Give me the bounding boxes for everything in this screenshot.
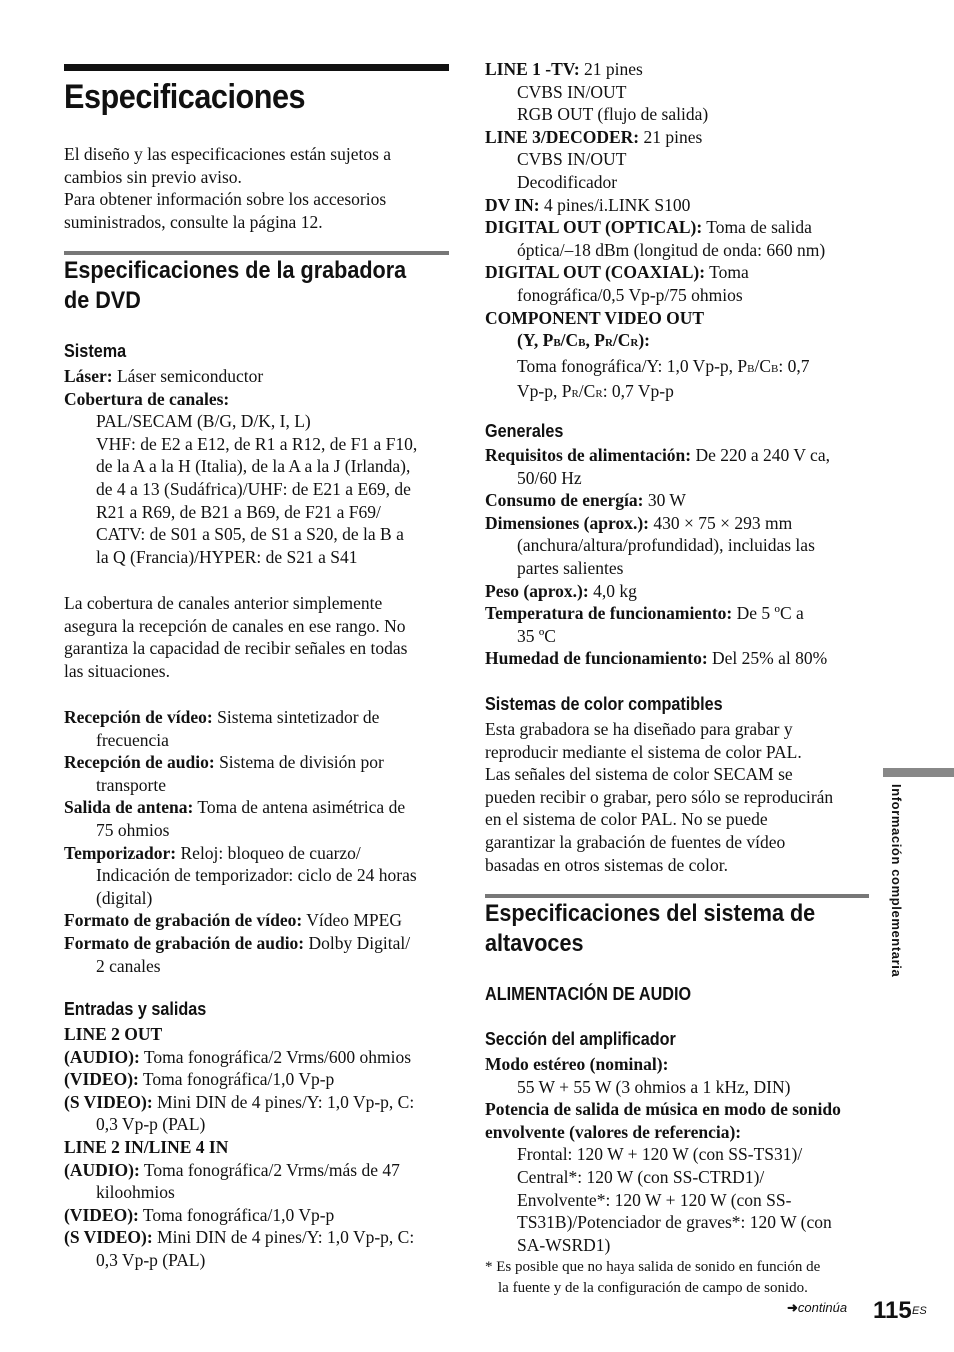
color-systems-text: Esta grabadora se ha diseñado para grabar y reproducir mediante el sistema de color PAL. Las señales del sistema de color SECAM se pueden recibir o grabar, pero sólo se reproducirán en el sistema de color PAL. No se puede garantizar la grabación de fuentes de vídeo basadas en otros sistemas de color. (485, 719, 834, 875)
heading-audio-power: ALIMENTACIÓN DE AUDIO (485, 984, 692, 1004)
title-rule (64, 64, 449, 71)
recepcion-block: Recepción de vídeo: Sistema sintetizador de frecuencia Recepción de audio: Sistema de división por transporte Salida de antena: Toma de antena asimétrica de 75 ohmios Temporizador: Reloj: bloqueo de cuarzo/ Indicación de temporizador: ciclo de 24 horas (digital) Formato de grabación de vídeo: Vídeo MPEG Formato de grabación de audio: Dolby Digital/ 2 canales (64, 707, 417, 976)
heading-entradas: Entradas y salidas (64, 999, 207, 1019)
arrow-right-icon: ➜ (787, 1300, 798, 1315)
section-rule-speakers (485, 894, 869, 898)
page-number: 115 (873, 1297, 912, 1324)
entradas-block: LINE 2 OUT (AUDIO): Toma fonográfica/2 Vrms/600 ohmios (VIDEO): Toma fonográfica/1,0 Vp-p (S VIDEO): Mini DIN de 4 pines/Y: 1,0 Vp-p, C: 0,3 Vp-p (PAL) LINE 2 IN/LINE 4 IN (AUDIO): Toma fonográfica/2 Vrms/más de 47 kiloohmios (VIDEO): Toma fonográfica/1,0 Vp-p (S VIDEO): Mini DIN de 4 pines/Y: 1,0 Vp-p, C: 0,3 Vp-p (PAL) (64, 1024, 415, 1270)
heading-dvd-specs: Especificaciones de la grabadora de DVD (64, 257, 407, 314)
sidebar-section-label: Información complementaria (889, 784, 904, 978)
amplifier-block: Modo estéreo (nominal): 55 W + 55 W (3 ohmios a 1 kHz, DIN) Potencia de salida de música en modo de sonido envolvente (valores de referencia): Frontal: 120 W + 120 W (con SS-TS31)/ Central*: 120 W (con SS-CTRD1)/ Envolvente*: 120 W + 120 W (con SS- TS31B)/Potenciador de graves*: 120 W (con SA-WSRD1) (485, 1054, 841, 1255)
section-rule-dvd (64, 251, 449, 255)
intro-text: El diseño y las especificaciones están sujetos a cambios sin previo aviso. Para obtener información sobre los accesorios suministrados, consulte la página 12. (64, 144, 392, 232)
page-title: Especificaciones (64, 78, 306, 116)
heading-sistema: Sistema (64, 341, 127, 361)
connectors-block: LINE 1 -TV: 21 pines CVBS IN/OUT RGB OUT (flujo de salida) LINE 3/DECODER: 21 pines CVBS IN/OUT Decodificador DV IN: 4 pines/i.LINK S100 DIGITAL OUT (OPTICAL): Toma de salida óptica/–18 dBm (longitud de onda: 660 nm) DIGITAL OUT (COAXIAL): Toma fonográfica/0,5 Vp-p/75 ohmios COMPONENT VIDEO OUT (Y, PB/CB, PR/CR): Toma fonográfica/Y: 1,0 Vp-p, PB/CB: 0,7 Vp-p, PR/CR: 0,7 Vp-p (485, 59, 826, 402)
heading-amplifier: Sección del amplificador (485, 1029, 676, 1049)
generales-block: Requisitos de alimentación: De 220 a 240 V ca, 50/60 Hz Consumo de energía: 30 W Dimensiones (aprox.): 430 × 75 × 293 mm (anchura/altura/profundidad), incluidas las partes salientes Peso (aprox.): 4,0 kg Temperatura de funcionamiento: De 5 ºC a 35 ºC Humedad de funcionamiento: Del 25% al 80% (485, 445, 830, 669)
heading-speaker-specs: Especificaciones del sistema de altavoces (485, 900, 816, 957)
footnote: * Es posible que no haya salida de sonido en función de la fuente y de la configuración de campo de sonido. (485, 1259, 821, 1296)
continued-indicator: ➜continúa (787, 1300, 848, 1315)
sidebar-tab-marker (883, 768, 954, 777)
heading-generales: Generales (485, 421, 564, 441)
cobertura-note: La cobertura de canales anterior simplemente asegura la recepción de canales en ese rango. No garantiza la capacidad de recibir señales en todas las situaciones. (64, 593, 408, 681)
page-language-suffix: ES (912, 1305, 927, 1317)
sistema-block: Láser: Láser semiconductor Cobertura de canales: PAL/SECAM (B/G, D/K, I, L) VHF: de E2 a E12, de R1 a R12, de F1 a F10, de la A a la H (Italia), de la A a la J (Irlanda), de 4 a 13 (Sudáfrica)/UHF: de E21 a E69, de R21 a R69, de B21 a B69, de F21 a F69/ CATV: de S01 a S05, de S1 a S20, de la B a la Q (Francia)/HYPER: de S21 a S41 (64, 366, 418, 567)
heading-color-systems: Sistemas de color compatibles (485, 694, 723, 714)
